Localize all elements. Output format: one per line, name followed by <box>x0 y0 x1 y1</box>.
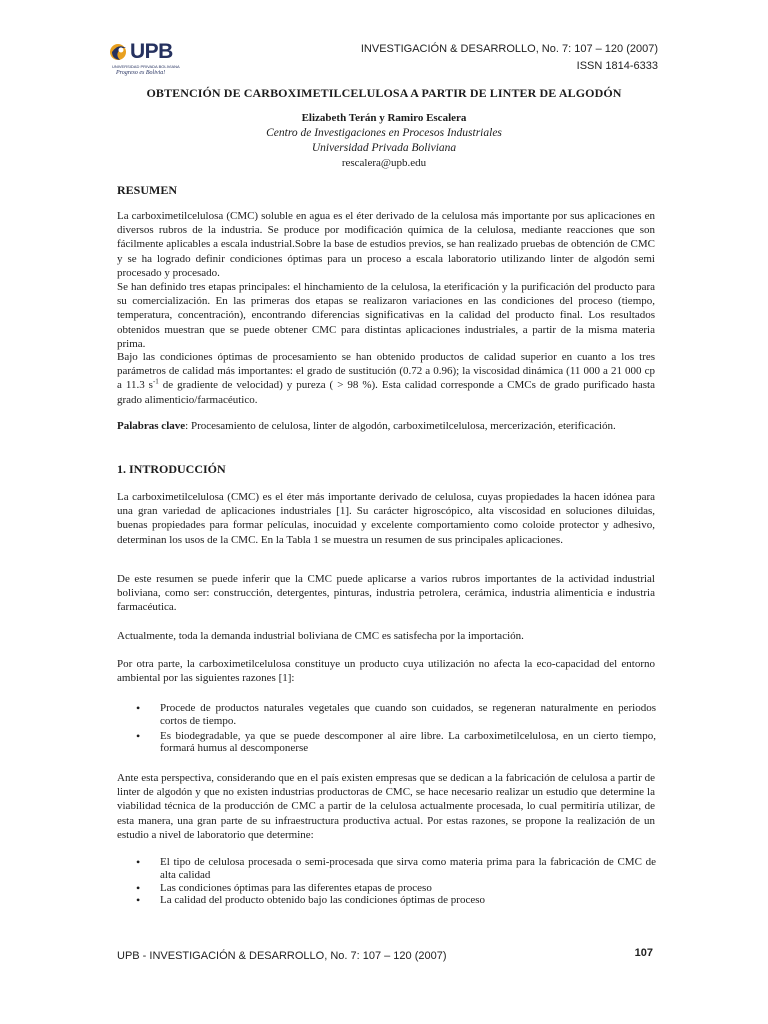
abstract-p3-text-a: Bajo las condiciones óptimas de procesamiento se han obtenido productos de calidad superior en cuanto a los tres parámetros de calidad más importantes: el grado de sustitución (0.72 a 0.96); la viscosidad dinámica (11 000 a 21 000 cp a 11.3 s <box>117 351 655 392</box>
logo-tagline: Progreso es Bolivia! <box>116 70 166 76</box>
upb-logo <box>108 40 188 80</box>
footer-citation: UPB - INVESTIGACIÓN & DESARROLLO, No. 7: 107 – 120 (2007) <box>117 950 447 962</box>
abstract-paragraph-3 <box>117 350 655 407</box>
abstract-heading: RESUMEN <box>117 183 178 197</box>
intro-bullet-list-1 <box>136 702 656 757</box>
intro-paragraph-4: Por otra parte, la carboximetilcelulosa constituye un producto cuya utilización no afecta la eco-capacidad del entorno ambiental por las siguientes razones [1]: <box>117 658 655 685</box>
logo-wordmark: UPB <box>130 40 173 63</box>
abstract-p3-superscript: -1 <box>152 377 159 386</box>
issn: ISSN 1814-6333 <box>576 60 658 72</box>
list-item: • Es biodegradable, ya que se puede descomponer al aire libre. La carboximetilcelulosa, en un cierto tiempo, formará humus al descomponerse <box>136 730 656 756</box>
abstract-p3-text-b: de gradiente de velocidad) y pureza ( > 98 %). Esta calidad corresponde a CMCs de grado purificado hasta grado alimenticio/farmacéutico. <box>117 379 655 406</box>
list-item: • El tipo de celulosa procesada o semi-procesada que sirva como materia prima para la fabricación de CMC de alta calidad <box>136 856 656 882</box>
keywords-text: : Procesamiento de celulosa, linter de algodón, carboximetilcelulosa, mercerización, eterificación. <box>185 420 616 432</box>
introduction-heading: 1. INTRODUCCIÓN <box>117 462 226 476</box>
abstract-paragraph-1: La carboximetilcelulosa (CMC) soluble en agua es el éter derivado de la celulosa más importante por sus aplicaciones en diversos rubros de la industria. Se produce por modificación química de la celulosa, mediante reacciones que son fácilmente aplicables a escala industrial.Sobre la base de estudios previos, se han realizado pruebas de obtención de CMC y se ha logrado definir condiciones óptimas para un proceso a escala laboratorio utilizando linter de algodón semi procesado y procesado. <box>117 210 655 279</box>
journal-citation: INVESTIGACIÓN & DESARROLLO, No. 7: 107 – 120 (2007) <box>360 43 658 55</box>
intro-paragraph-1: La carboximetilcelulosa (CMC) es el éter más importante derivado de celulosa, cuyas propiedades la hacen idónea para una gran variedad de aplicaciones industriales [1]. Su carácter higroscópico, alta viscosidad en soluciones diluidas, buenas propiedades para formar películas, inocuidad y excelente comportamiento como coloide protector y adhesivo, determinan los usos de la CMC. En la Tabla 1 se muestra un resumen de sus principales aplicaciones. <box>117 491 655 546</box>
journal-header <box>361 41 658 75</box>
intro-paragraph-5: Ante esta perspectiva, considerando que en el país existen empresas que se dedican a la fabricación de celulosa a partir de linter de algodón y que no existen industrias productoras de CMC, se hace necesario realizar un estudio que determine la viabilidad técnica de la producción de CMC a partir de la celulosa actualmente procesada, lo cual permitiría utilizar, de esta manera, una gran parte de su infraestructura productiva actual. Por estas razones, se propone la realización de un estudio a nivel de laboratorio que determine: <box>117 772 655 841</box>
affiliation-line-2: Universidad Privada Boliviana <box>311 142 457 154</box>
keywords-line <box>117 419 655 433</box>
intro-paragraph-3: Actualmente, toda la demanda industrial boliviana de CMC es satisfecha por la importación. <box>117 630 524 642</box>
abstract-paragraph-2: Se han definido tres etapas principales: el hinchamiento de la celulosa, la eterificación y la purificación del producto para su comercialización. En las primeras dos etapas se realizaron variaciones en las condiciones del proceso (tiempo, temperatura, concentración), encontrando diferencias significativas en la calidad del producto final. Los resultados obtenidos muestran que se puede obtener CMC para distintas aplicaciones industriales, a partir de la misma materia prima. <box>117 281 655 350</box>
page-number: 107 <box>634 947 653 959</box>
intro-paragraph-2: De este resumen se puede inferir que la CMC puede aplicarse a varios rubros importantes de la actividad industrial boliviana, como ser: construcción, detergentes, pinturas, industria petrolera, cerámica, industria alimenticia e industria farmacéutica. <box>117 573 655 614</box>
list-item: • La calidad del producto obtenido bajo las condiciones óptimas de proceso <box>136 894 656 907</box>
intro-bullet-list-2 <box>136 856 656 907</box>
affiliation-line-1: Centro de Investigaciones en Procesos Industriales <box>266 127 502 139</box>
author-email[interactable]: rescalera@upb.edu <box>341 157 427 169</box>
upb-emblem-icon <box>108 40 132 64</box>
paper-authors: Elizabeth Terán y Ramiro Escalera <box>301 112 467 124</box>
list-item: • Las condiciones óptimas para las diferentes etapas de proceso <box>136 882 656 895</box>
keywords-label: Palabras clave <box>117 420 186 432</box>
logo-subtitle: UNIVERSIDAD PRIVADA BOLIVIANA <box>112 64 180 69</box>
list-item: • Procede de productos naturales vegetales que cuando son cuidados, se regeneran naturalmente en periodos cortos de tiempo. <box>136 702 656 728</box>
paper-title: OBTENCIÓN DE CARBOXIMETILCELULOSA A PARTIR DE LINTER DE ALGODÓN <box>146 86 622 100</box>
